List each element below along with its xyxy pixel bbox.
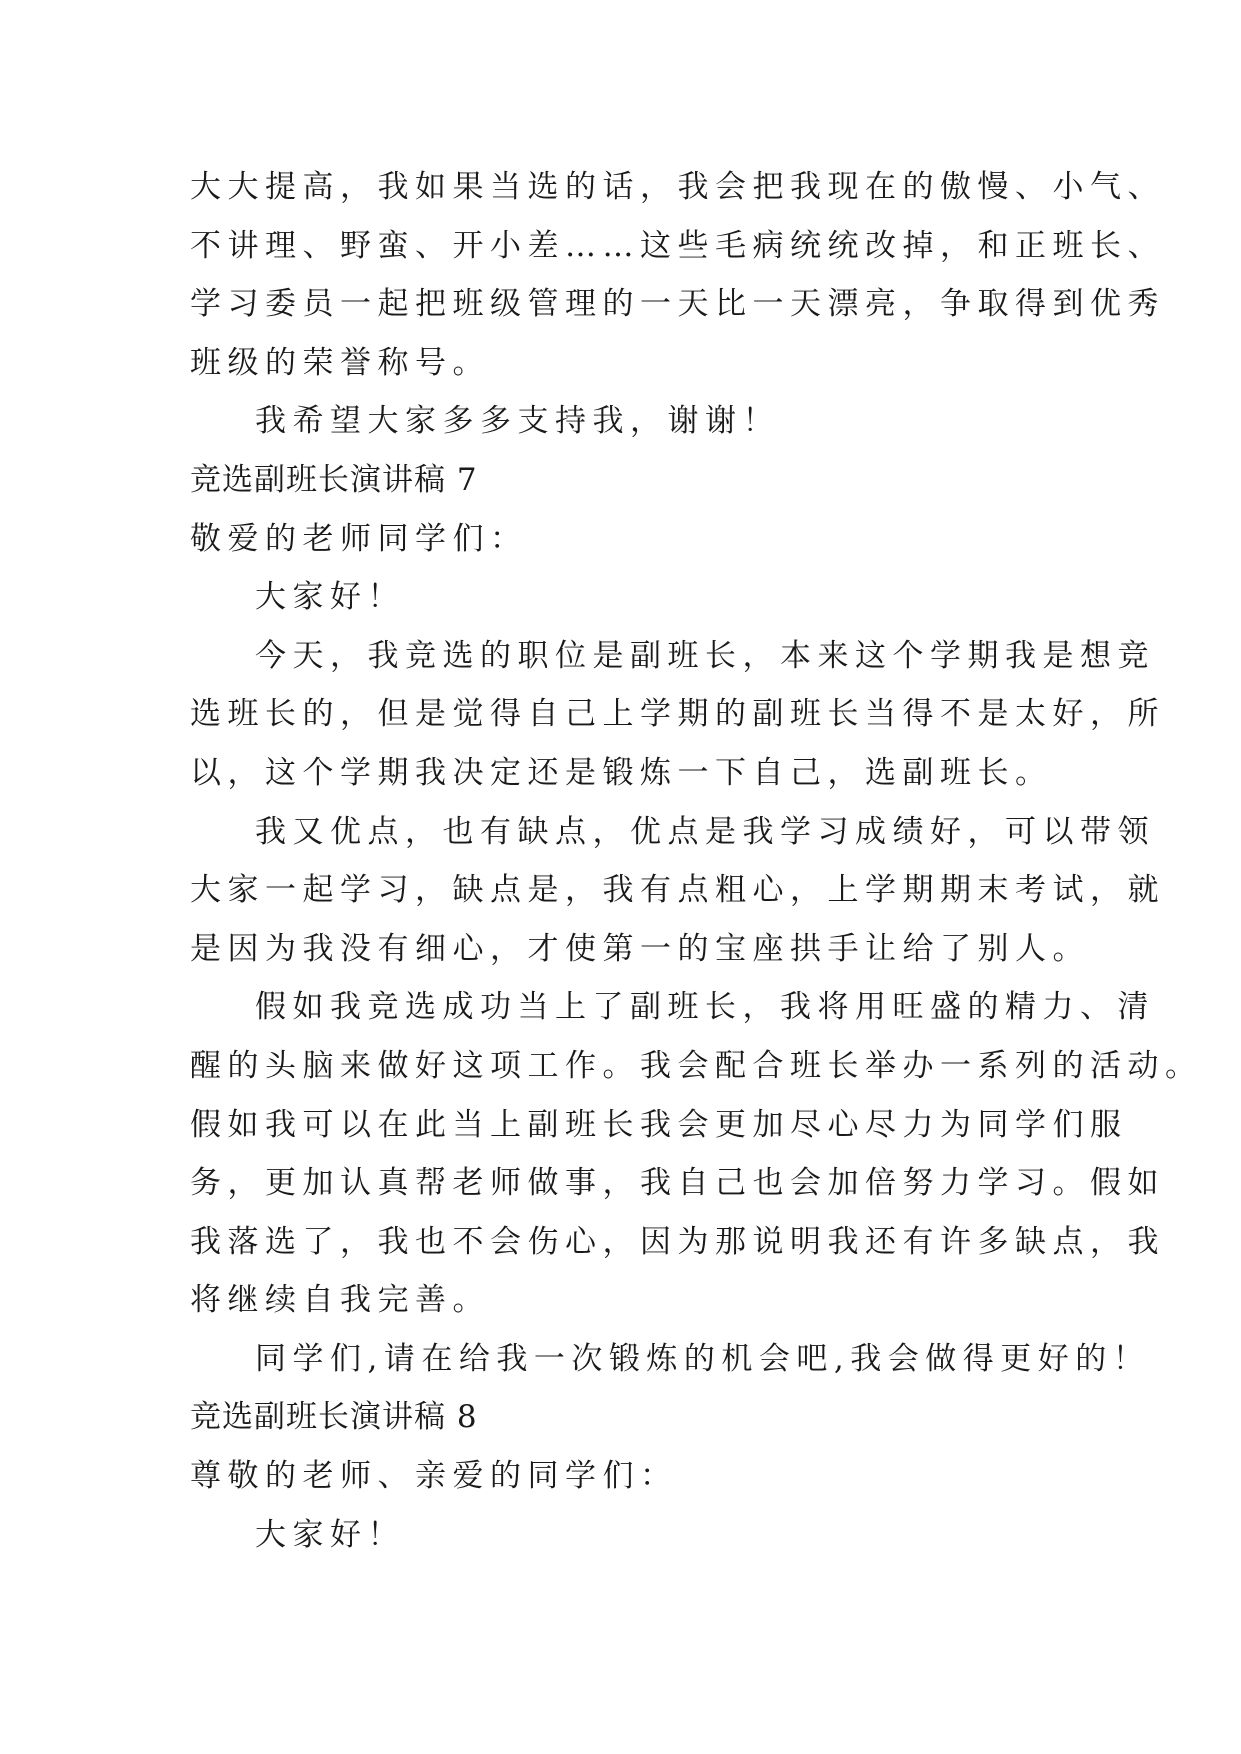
- paragraph-line: 不讲理、野蛮、开小差……这些毛病统统改掉，和正班长、: [190, 227, 1165, 264]
- section-heading: 竞选副班长演讲稿 8: [190, 1399, 478, 1436]
- greeting: 大家好！: [255, 1516, 405, 1553]
- paragraph-line: 是因为我没有细心，才使第一的宝座拱手让给了别人。: [190, 930, 1090, 967]
- paragraph-line: 同学们,请在给我一次锻炼的机会吧,我会做得更好的！: [255, 1340, 1151, 1377]
- paragraph-line: 今天，我竞选的职位是副班长，本来这个学期我是想竞: [255, 637, 1155, 674]
- greeting: 大家好！: [255, 579, 405, 616]
- paragraph-line: 我落选了，我也不会伤心，因为那说明我还有许多缺点，我: [190, 1223, 1165, 1260]
- salutation: 尊敬的老师、亲爱的同学们：: [190, 1458, 678, 1495]
- paragraph-line: 大家一起学习，缺点是，我有点粗心，上学期期末考试，就: [190, 872, 1165, 909]
- document-page: [190, 158, 1203, 1564]
- paragraph-line: 务，更加认真帮老师做事，我自己也会加倍努力学习。假如: [190, 1165, 1165, 1202]
- paragraph-line: 醒的头脑来做好这项工作。我会配合班长举办一系列的活动。: [190, 1047, 1203, 1084]
- section-heading: 竞选副班长演讲稿 7: [190, 461, 478, 498]
- paragraph-line: 班级的荣誉称号。: [190, 344, 490, 381]
- paragraph-line: 以，这个学期我决定还是锻炼一下自己，选副班长。: [190, 754, 1053, 791]
- paragraph-line: 选班长的，但是觉得自己上学期的副班长当得不是太好，所: [190, 696, 1165, 733]
- salutation: 敬爱的老师同学们：: [190, 520, 528, 557]
- paragraph-line: 假如我可以在此当上副班长我会更加尽心尽力为同学们服: [190, 1106, 1128, 1143]
- paragraph-line: 学习委员一起把班级管理的一天比一天漂亮，争取得到优秀: [190, 286, 1165, 323]
- paragraph-line: 假如我竞选成功当上了副班长，我将用旺盛的精力、清: [255, 989, 1155, 1026]
- paragraph-line: 我希望大家多多支持我，谢谢！: [255, 403, 780, 440]
- paragraph-line: 大大提高，我如果当选的话，我会把我现在的傲慢、小气、: [190, 169, 1165, 205]
- paragraph-line: 我又优点，也有缺点，优点是我学习成绩好，可以带领: [255, 813, 1155, 850]
- paragraph-line: 将继续自我完善。: [190, 1282, 490, 1319]
